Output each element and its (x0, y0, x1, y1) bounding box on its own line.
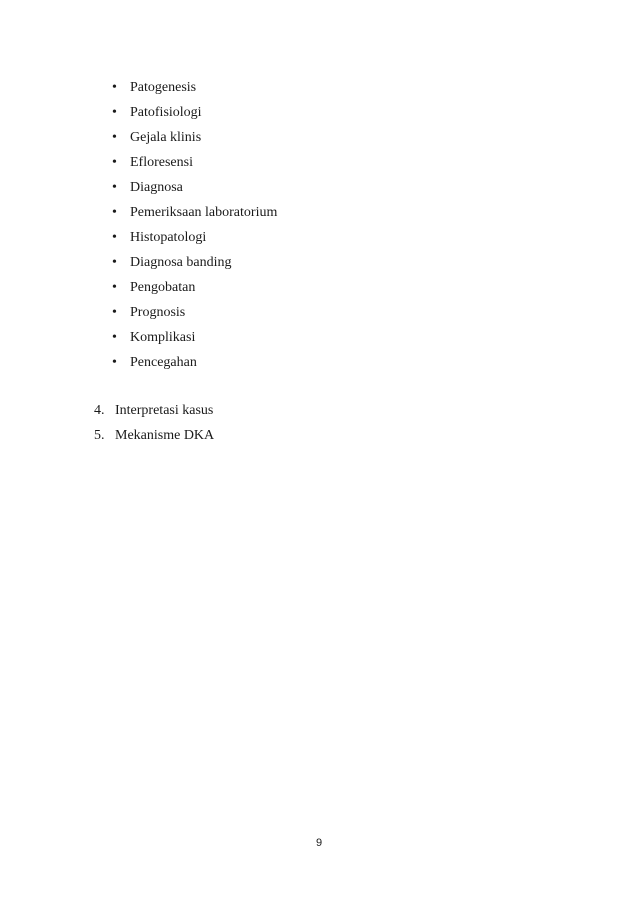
bullet-icon: • (112, 230, 117, 245)
list-item (112, 252, 277, 277)
list-item-text: Pemeriksaan laboratorium (130, 205, 278, 220)
bullet-icon: • (112, 305, 117, 320)
list-item (112, 77, 277, 102)
list-item-text: Gejala klinis (130, 130, 202, 145)
numbered-item-text: Mekanisme DKA (115, 428, 215, 443)
list-item-text: Prognosis (130, 305, 186, 320)
item-number: 5. (94, 428, 105, 443)
list-item-text: Histopatologi (130, 230, 207, 245)
list-item (112, 327, 277, 352)
numbered-item (94, 400, 214, 425)
list-item (112, 177, 277, 202)
list-item (112, 202, 277, 227)
list-item (112, 227, 277, 252)
list-item-text: Diagnosa (130, 180, 183, 195)
list-item (112, 277, 277, 302)
bullet-icon: • (112, 105, 117, 120)
list-item (112, 102, 277, 127)
numbered-item (94, 425, 214, 450)
bullet-icon: • (112, 180, 117, 195)
bullet-icon: • (112, 330, 117, 345)
list-item-text: Pencegahan (130, 355, 197, 370)
item-number: 4. (94, 403, 105, 418)
list-item-text: Pengobatan (130, 280, 196, 295)
bullet-icon: • (112, 355, 117, 370)
bullet-icon: • (112, 130, 117, 145)
bullet-icon: • (112, 205, 117, 220)
list-item-text: Komplikasi (130, 330, 196, 345)
bullet-icon: • (112, 155, 117, 170)
topic-bullet-list (112, 77, 277, 377)
list-item-text: Efloresensi (130, 155, 193, 170)
list-item-text: Patogenesis (130, 80, 197, 95)
list-item-text: Diagnosa banding (130, 255, 232, 270)
numbered-list (94, 400, 214, 450)
list-item (112, 302, 277, 327)
list-item-text: Patofisiologi (130, 105, 202, 120)
numbered-item-text: Interpretasi kasus (115, 403, 214, 418)
bullet-icon: • (112, 255, 117, 270)
list-item (112, 127, 277, 152)
bullet-icon: • (112, 280, 117, 295)
bullet-icon: • (112, 80, 117, 95)
list-item (112, 152, 277, 177)
page-number: 9 (315, 837, 323, 849)
list-item (112, 352, 277, 377)
